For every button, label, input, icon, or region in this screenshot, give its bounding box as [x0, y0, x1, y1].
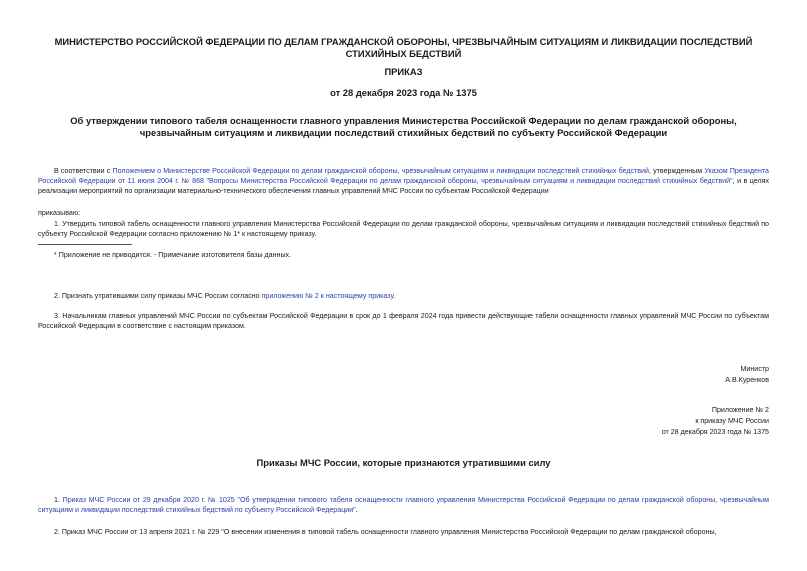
order-1025-link[interactable]: Приказ МЧС России от 29 декабря 2020 г. № 1025 "Об утверждении типового табеля оснащенности главного управления Министерства Российской Федерации по делам гражданской обороны, чрезвычайным ситуациям и ликвидации последствий стихийных бедствий по субъекту Российской Федерации": [38, 496, 769, 515]
appendix-list-item-1: [38, 495, 769, 515]
list-item-1-end: .: [355, 506, 358, 515]
doc-date-number: от 28 декабря 2023 года № 1375: [330, 87, 477, 98]
doc-title: Об утверждении типового табеля оснащенности главного управления Министерства Российской Федерации по делам гражданской обороны, чрезвычайным ситуациям и ликвидации последствий стихийных бедствий по субъекту Российской Федерации: [70, 115, 737, 138]
preamble-text-1: В соответствии с: [54, 167, 113, 175]
appendix-list-item-2: 2. Приказ МЧС России от 13 апреля 2021 г. № 229 "О внесении изменения в типовой табель оснащенности главного управления Министерства Российской Федерации по делам гражданской обороны,: [54, 528, 717, 536]
signature-name: А.В.Куренков: [725, 376, 769, 384]
appendix-line-2: к приказу МЧС России: [695, 417, 769, 425]
footnote-divider: [38, 244, 132, 245]
ministry-heading: МИНИСТЕРСТВО РОССИЙСКОЙ ФЕДЕРАЦИИ ПО ДЕЛАМ ГРАЖДАНСКОЙ ОБОРОНЫ, ЧРЕЗВЫЧАЙНЫМ СИТУАЦИЯМ И ЛИКВИДАЦИИ ПОСЛЕДСТВИЙ СТИХИЙНЫХ БЕДСТВИЙ: [54, 36, 753, 59]
regulation-link[interactable]: Положением о Министерстве Российской Федерации по делам гражданской обороны, чрезвычайным ситуациям и ликвидации последствий стихийных бедствий: [112, 167, 649, 175]
order-item-1: 1. Утвердить типовой табель оснащенности главного управления Министерства Российской Федерации по делам гражданской обороны, чрезвычайным ситуациям и ликвидации последствий стихийных бедствий по субъекту Российской Федерации согласно приложению № 1* к настоящему приказу.: [38, 220, 769, 239]
appendix-2-link[interactable]: приложению № 2 к настоящему приказу: [261, 292, 394, 300]
doc-type-heading: ПРИКАЗ: [384, 66, 423, 77]
order-item-3: 3. Начальникам главных управлений МЧС России по субъектам Российской Федерации в срок до 1 февраля 2024 года привести действующие табели оснащенности главных управлений МЧС России по субъектам Российской Федерации в соответствие с настоящим приказом.: [38, 312, 769, 331]
signature-position: Министр: [740, 365, 769, 373]
preamble-text-2: , утвержденным: [648, 167, 705, 175]
footnote: * Приложение не приводится. - Примечание изготовителя базы данных.: [54, 251, 292, 259]
appendix-title: Приказы МЧС России, которые признаются утратившими силу: [256, 457, 551, 468]
order-word: приказываю:: [38, 209, 81, 217]
item2-text-1: 2. Признать утратившими силу приказы МЧС России согласно: [54, 292, 262, 300]
item2-text-2: .: [393, 292, 396, 300]
list-item-1-number: 1.: [54, 496, 63, 504]
preamble-text-3: , и в целях реализации мероприятий по организации материально-технического обеспечения главных управлений МЧС России по субъектам Российской Федерации: [38, 177, 769, 196]
order-item-2: [38, 291, 769, 301]
decree-link[interactable]: Указом Президента Российской Федерации от 11 июля 2004 г. № 868 "Вопросы Министерства Российской Федерации по делам гражданской обороны, чрезвычайным ситуациям и ликвидации последствий стихийных бедствий": [38, 167, 770, 186]
preamble-paragraph: [38, 166, 769, 197]
appendix-line-3: от 28 декабря 2023 года № 1375: [661, 428, 769, 436]
appendix-label: Приложение № 2: [711, 406, 769, 414]
